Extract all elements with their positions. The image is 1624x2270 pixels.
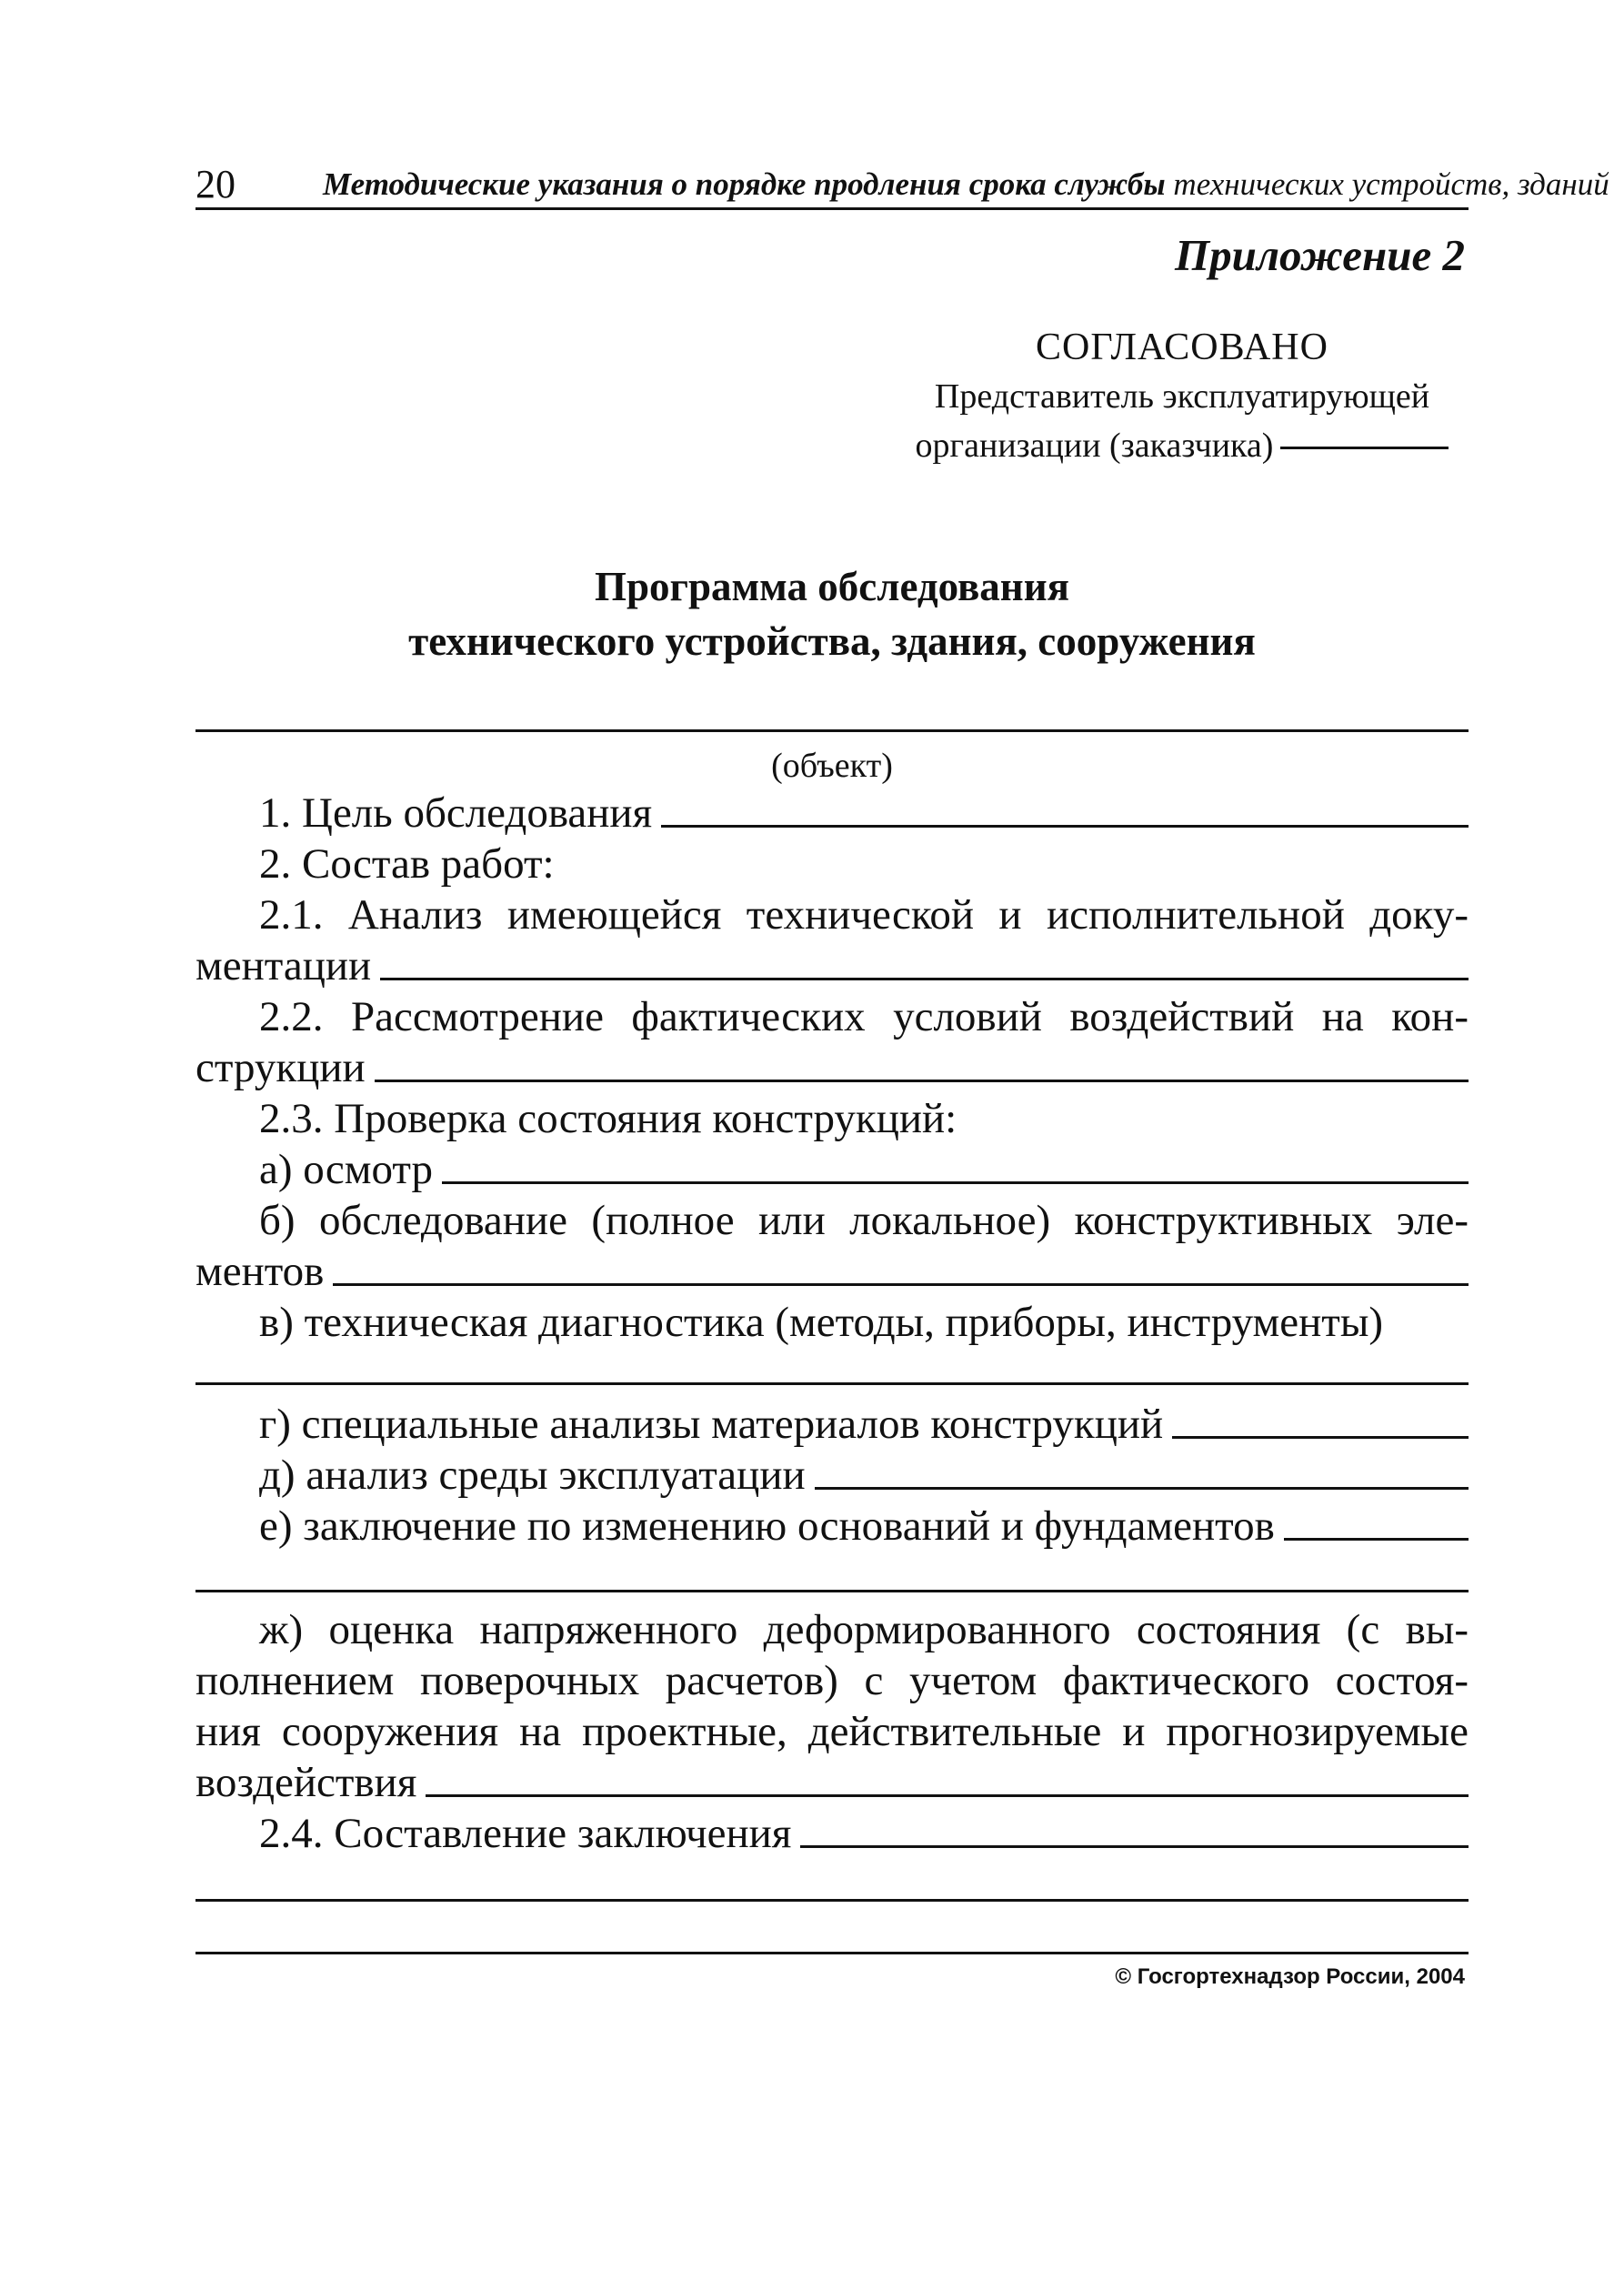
appendix-label: Приложение 2 xyxy=(1174,230,1465,280)
item-b-label-end: ментов xyxy=(195,1248,325,1295)
blank-line xyxy=(1284,1538,1469,1541)
item-composition xyxy=(195,839,1469,889)
running-title-bold: Методические указания о порядке продления срока службы xyxy=(323,166,1166,202)
item-e-label: е) заключение по изменению оснований и фундаментов xyxy=(259,1502,1275,1550)
blank-line xyxy=(195,1382,1469,1385)
copyright: © Госгортехнадзор России, 2004 xyxy=(1115,1964,1465,1989)
item-a xyxy=(195,1144,1469,1195)
item-composition-label: 2. Состав работ: xyxy=(259,840,555,888)
blank-line xyxy=(375,1080,1469,1082)
approval-line1: Представитель эксплуатирующей xyxy=(934,377,1430,416)
item-2-1-line2 xyxy=(195,940,1469,991)
item-g-label: г) специальные анализы материалов конструкций xyxy=(259,1401,1164,1448)
item-d xyxy=(195,1450,1469,1501)
approval-block xyxy=(891,323,1473,470)
item-goal xyxy=(195,788,1469,839)
approval-heading: СОГЛАСОВАНО xyxy=(1036,326,1328,368)
item-zh-label-end: воздействия xyxy=(195,1759,417,1806)
blank-line xyxy=(426,1794,1469,1797)
blank-line xyxy=(661,825,1469,828)
signature-blank xyxy=(1280,447,1449,449)
item-zh-line4 xyxy=(195,1757,1469,1808)
item-2-4 xyxy=(195,1808,1469,1859)
item-b-line2 xyxy=(195,1246,1469,1297)
item-d-label: д) анализ среды эксплуатации xyxy=(259,1451,806,1499)
item-v-label: в) техническая диагностика (методы, приборы, инструменты) xyxy=(259,1299,1384,1346)
item-2-4-label: 2.4. Составление заключения xyxy=(259,1810,792,1857)
blank-line xyxy=(380,978,1469,980)
item-2-2-line1: 2.2. Рассмотрение фактических условий воздействий на кон- xyxy=(259,993,1469,1040)
item-zh-line1: ж) оценка напряженного деформированного состояния (с вы- xyxy=(259,1606,1469,1653)
running-title xyxy=(323,164,1609,206)
page-number: 20 xyxy=(195,162,236,206)
item-2-2-label-end: струкции xyxy=(195,1044,366,1091)
running-title-rest: технических устройств, зданий xyxy=(1173,166,1609,202)
object-caption: (объект) xyxy=(771,747,893,785)
title-line1: Программа обследования xyxy=(595,564,1069,609)
approval-line2: организации (заказчика) xyxy=(915,427,1274,465)
item-2-1-line1: 2.1. Анализ имеющейся технической и исполнительной доку- xyxy=(259,891,1469,939)
item-e xyxy=(195,1501,1469,1552)
object-blank xyxy=(195,729,1469,732)
item-v xyxy=(195,1297,1469,1348)
header-rule xyxy=(195,207,1469,210)
item-goal-label: 1. Цель обследования xyxy=(259,789,653,837)
blank-line xyxy=(800,1845,1469,1848)
item-2-2-line2 xyxy=(195,1042,1469,1093)
item-2-3-label: 2.3. Проверка состояния конструкций: xyxy=(259,1095,957,1142)
blank-line xyxy=(1172,1436,1469,1439)
item-2-3 xyxy=(195,1093,1469,1144)
item-a-label: а) осмотр xyxy=(259,1146,434,1193)
title-line2: технического устройства, здания, сооружения xyxy=(408,618,1256,664)
footer-rule xyxy=(195,1952,1469,1954)
blank-line xyxy=(333,1283,1469,1286)
blank-line xyxy=(195,1899,1469,1902)
blank-line xyxy=(815,1487,1469,1490)
item-zh-line2: полнением поверочных расчетов) с учетом фактического состоя- xyxy=(195,1657,1469,1704)
item-2-1-label-end: ментации xyxy=(195,942,372,989)
item-g xyxy=(195,1399,1469,1450)
item-b-line1: б) обследование (полное или локальное) конструктивных эле- xyxy=(259,1197,1469,1244)
approval-line2-row xyxy=(891,421,1473,470)
document-title xyxy=(195,559,1469,668)
blank-line xyxy=(442,1181,1469,1184)
blank-line xyxy=(195,1590,1469,1592)
item-zh-line3: ния сооружения на проектные, действительные и прогнозируемые xyxy=(195,1708,1469,1755)
